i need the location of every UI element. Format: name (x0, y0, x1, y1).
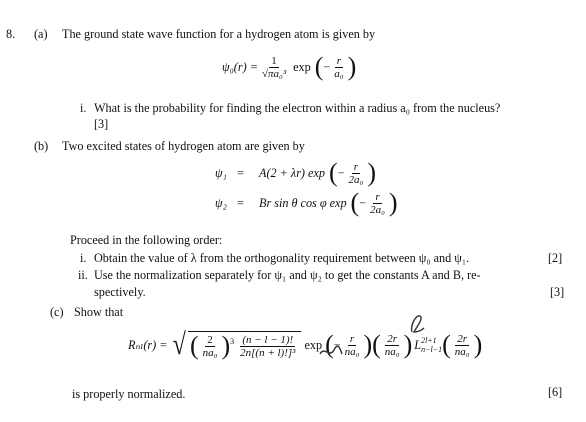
part-c-closing: is properly normalized. (72, 387, 186, 401)
part-b-label: (b) (34, 139, 49, 153)
part-b-eq1-exponent (347, 161, 366, 186)
part-a-eq-prefactor (260, 55, 288, 80)
part-b-eq2-equals: = (237, 196, 244, 210)
part-a-item-i-label: i. (80, 101, 87, 115)
part-c-f4 (383, 333, 402, 358)
part-b-eq2-paren-open: ( (350, 188, 360, 217)
part-b-item-i-text: Obtain the value of λ from the orthogonality requirement between ψ₀ and ψ₁. (94, 251, 470, 265)
part-b-equation-2 (215, 190, 398, 216)
part-b-proceed: Proceed in the following order: (70, 233, 223, 247)
part-c-f4-paren-open: ( (372, 330, 381, 359)
part-c-f2 (238, 334, 297, 359)
part-a-eq-lhs: ψ₀(r) = (222, 60, 258, 74)
part-a-item-i-text: What is the probability for finding the electron within a radius a₀ from the nucleus? (94, 101, 501, 115)
part-a-item-i-marks: [3] (94, 117, 109, 131)
part-b-item-ii-marks: [3] (550, 285, 565, 299)
part-c-f3-paren-open: ( (325, 330, 334, 359)
sqrt-symbol: √ (173, 328, 187, 361)
part-b-eq1-paren-close: ) (367, 158, 377, 187)
part-b-eq1-den: 2a₀ (348, 173, 364, 186)
part-c-intro: Show that (74, 305, 124, 319)
part-c-f3 (343, 333, 362, 358)
part-b-eq1-equals: = (237, 166, 244, 180)
part-b-eq2-den: 2a₀ (370, 203, 385, 216)
part-b-eq1-rhs: A(2 + λr) exp (259, 166, 325, 180)
part-b-eq2-lhs: ψ₂ (215, 196, 227, 210)
part-c-f2-num: (n − l − 1)! (242, 333, 294, 346)
part-c-f1-paren-close: ) (221, 331, 231, 360)
part-a-eq-num: 1 (271, 54, 277, 67)
part-c-f3-den: na₀ (344, 345, 360, 358)
part-b-item-ii-label: ii. (78, 268, 88, 282)
part-c-eq-lhs: Rₙₗ(r) = (128, 338, 168, 352)
part-b-eq2-minus: − (359, 196, 367, 210)
part-c-f1-num: 2 (207, 333, 213, 346)
part-b-eq2-num: r (375, 190, 380, 203)
part-c-label: (c) (50, 305, 64, 319)
part-c-f1 (201, 334, 220, 359)
part-c-f5 (453, 333, 472, 358)
part-b-eq1-minus: − (337, 166, 345, 180)
part-b-intro: Two excited states of hydrogen atom are given by (62, 139, 305, 153)
part-a-minus: − (323, 60, 331, 74)
part-a-paren-close: ) (347, 52, 357, 81)
part-b-eq1-lhs: ψ₁ (215, 166, 227, 180)
part-a-exp-den: a₀ (334, 67, 344, 80)
part-b-eq2-paren-close: ) (388, 188, 398, 217)
part-b-eq2-exponent (368, 191, 387, 216)
part-b-equation-1 (215, 160, 376, 186)
part-c-f1-paren-open: ( (189, 331, 199, 360)
question-number: 8. (6, 27, 16, 41)
part-a-eq-den: √πa₀³ (261, 67, 287, 80)
part-c-f5-num: 2r (457, 332, 468, 345)
part-c-minus: − (333, 338, 341, 352)
part-c-equation (128, 330, 482, 360)
part-a-paren-open: ( (314, 52, 324, 81)
part-a-eq-exponent (332, 55, 345, 80)
part-c-f4-den: na₀ (384, 345, 400, 358)
part-b-eq1-num: r (353, 160, 359, 173)
part-c-laguerre-sub: n−l−1 (421, 345, 443, 354)
part-c-f5-paren-close: ) (473, 330, 483, 359)
handwritten-ell (406, 312, 428, 336)
part-c-f4-num: 2r (387, 332, 398, 345)
part-b-item-ii-text-line2: spectively. (94, 285, 146, 299)
part-c-laguerre-indices (421, 336, 442, 354)
part-a-label: (a) (34, 27, 48, 41)
part-c-f4-paren-close: ) (403, 330, 413, 359)
part-c-f3-paren-close: ) (363, 330, 373, 359)
part-c-laguerre: L (414, 338, 422, 352)
part-a-equation (222, 54, 356, 80)
part-b-item-i-marks: [2] (548, 251, 563, 265)
part-c-exp: exp (304, 338, 323, 352)
part-c-f1-den: na₀ (202, 346, 218, 359)
part-a-exp-num: r (336, 54, 342, 67)
part-a-eq-exp: exp (293, 60, 311, 74)
part-c-f1-cube: 3 (230, 337, 235, 346)
sqrt-contents (188, 331, 302, 359)
handwritten-scribble (318, 340, 344, 362)
part-b-item-i-label: i. (80, 251, 87, 265)
part-c-f5-den: na₀ (454, 345, 470, 358)
part-c-f3-num: r (349, 332, 355, 345)
part-c-marks: [6] (548, 385, 563, 399)
part-b-eq2-rhs: Br sin θ cos φ exp (259, 196, 347, 210)
part-b-item-ii-text-line1: Use the normalization separately for ψ₁ and ψ₂ to get the constants A and B, re- (94, 268, 481, 282)
part-c-f2-den: 2n[(n + l)!]³ (240, 346, 296, 359)
part-c-laguerre-sup: 2l+1 (421, 336, 437, 345)
part-c-f5-paren-open: ( (442, 330, 451, 359)
part-a-intro: The ground state wave function for a hydrogen atom is given by (62, 27, 376, 41)
part-b-eq1-paren-open: ( (328, 158, 338, 187)
